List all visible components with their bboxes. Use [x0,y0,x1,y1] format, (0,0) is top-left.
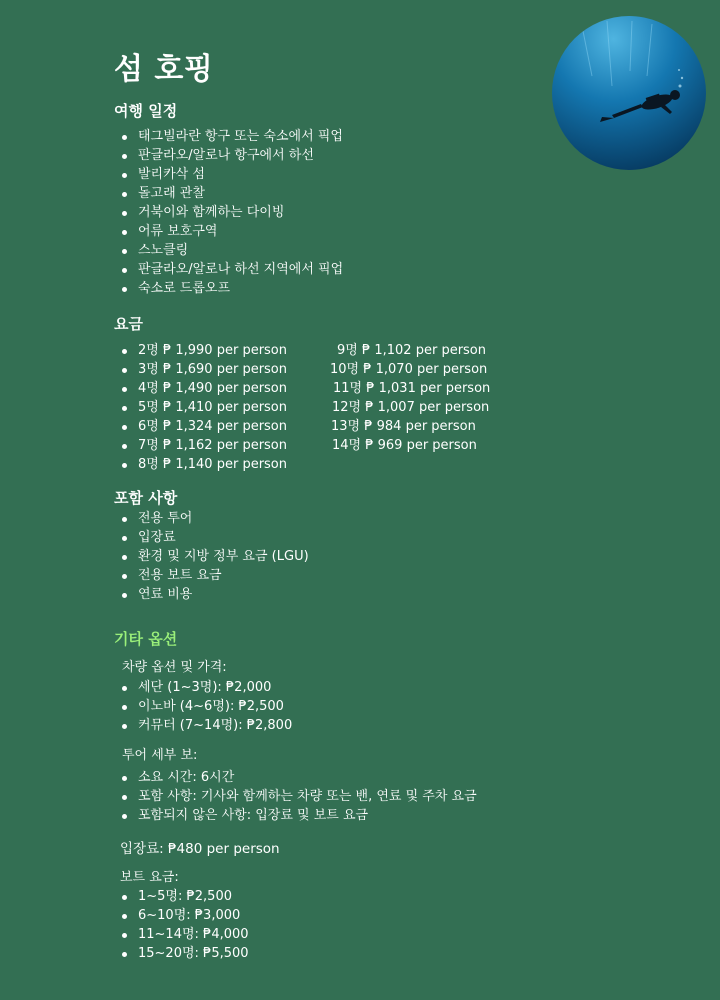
list-item: 1~5명: ₱2,500 [114,887,249,906]
page-title: 섬 호핑 [114,52,214,87]
list-item: 돌고래 관찰 [114,184,343,203]
list-item: 전용 보트 요금 [114,566,309,585]
list-item: 커뮤터 (7~14명): ₱2,800 [114,716,292,735]
list-item: 판글라오/알로나 항구에서 하선 [114,146,343,165]
list-item: 이노바 (4~6명): ₱2,500 [114,697,292,716]
rate-item: 5명 ₱ 1,410 per person [114,398,287,417]
list-item: 세단 (1~3명): ₱2,000 [114,678,292,697]
itinerary-heading: 여행 일정 [114,102,178,120]
tour-details-label: 투어 세부 보: [122,748,198,763]
entrance-fee: 입장료: ₱480 per person [120,841,280,857]
list-item: 포함 사항: 기사와 함께하는 차량 또는 밴, 연료 및 주차 요금 [114,787,477,806]
rate-item: 9명 ₱ 1,102 per person [337,343,487,358]
list-item: 전용 투어 [114,509,309,528]
rate-item: 6명 ₱ 1,324 per person [114,417,287,436]
other-options-heading: 기타 옵션 [114,630,178,648]
list-item: 연료 비용 [114,585,309,604]
list-item: 발리카삭 섬 [114,165,343,184]
list-item: 태그빌라란 항구 또는 숙소에서 픽업 [114,127,343,146]
rate-item: 7명 ₱ 1,162 per person [114,436,287,455]
inclusions-heading: 포함 사항 [114,489,178,507]
itinerary-list [114,127,343,298]
list-item: 환경 및 지방 정부 요금 (LGU) [114,547,309,566]
rate-item: 11명 ₱ 1,031 per person [333,381,491,396]
list-item: 11~14명: ₱4,000 [114,925,249,944]
list-item: 포함되지 않은 사항: 입장료 및 보트 요금 [114,806,477,825]
list-item: 소요 시간: 6시간 [114,768,477,787]
boat-fee-list [114,887,249,963]
rate-item: 12명 ₱ 1,007 per person [332,400,490,415]
rates-list-right [300,341,490,455]
vehicle-options-label: 차량 옵션 및 가격: [122,660,227,675]
list-item: 거북이와 함께하는 다이빙 [114,203,343,222]
list-item: 15~20명: ₱5,500 [114,944,249,963]
rate-item: 10명 ₱ 1,070 per person [330,362,488,377]
vehicle-options-list [114,678,292,735]
rate-item: 14명 ₱ 969 per person [332,438,477,453]
list-item: 입장료 [114,528,309,547]
rates-list-left [114,341,287,474]
rates-heading: 요금 [114,315,143,333]
tour-details-list [114,768,477,825]
rate-item: 4명 ₱ 1,490 per person [114,379,287,398]
diver-photo-icon [552,16,706,170]
list-item: 판글라오/알로나 하선 지역에서 픽업 [114,260,343,279]
list-item: 숙소로 드롭오프 [114,279,343,298]
inclusions-list [114,509,309,604]
list-item: 어류 보호구역 [114,222,343,241]
rate-item: 2명 ₱ 1,990 per person [114,341,287,360]
list-item: 6~10명: ₱3,000 [114,906,249,925]
rate-item: 13명 ₱ 984 per person [331,419,476,434]
rate-item: 3명 ₱ 1,690 per person [114,360,287,379]
rate-item: 8명 ₱ 1,140 per person [114,455,287,474]
list-item: 스노클링 [114,241,343,260]
boat-fee-label: 보트 요금: [120,870,179,885]
